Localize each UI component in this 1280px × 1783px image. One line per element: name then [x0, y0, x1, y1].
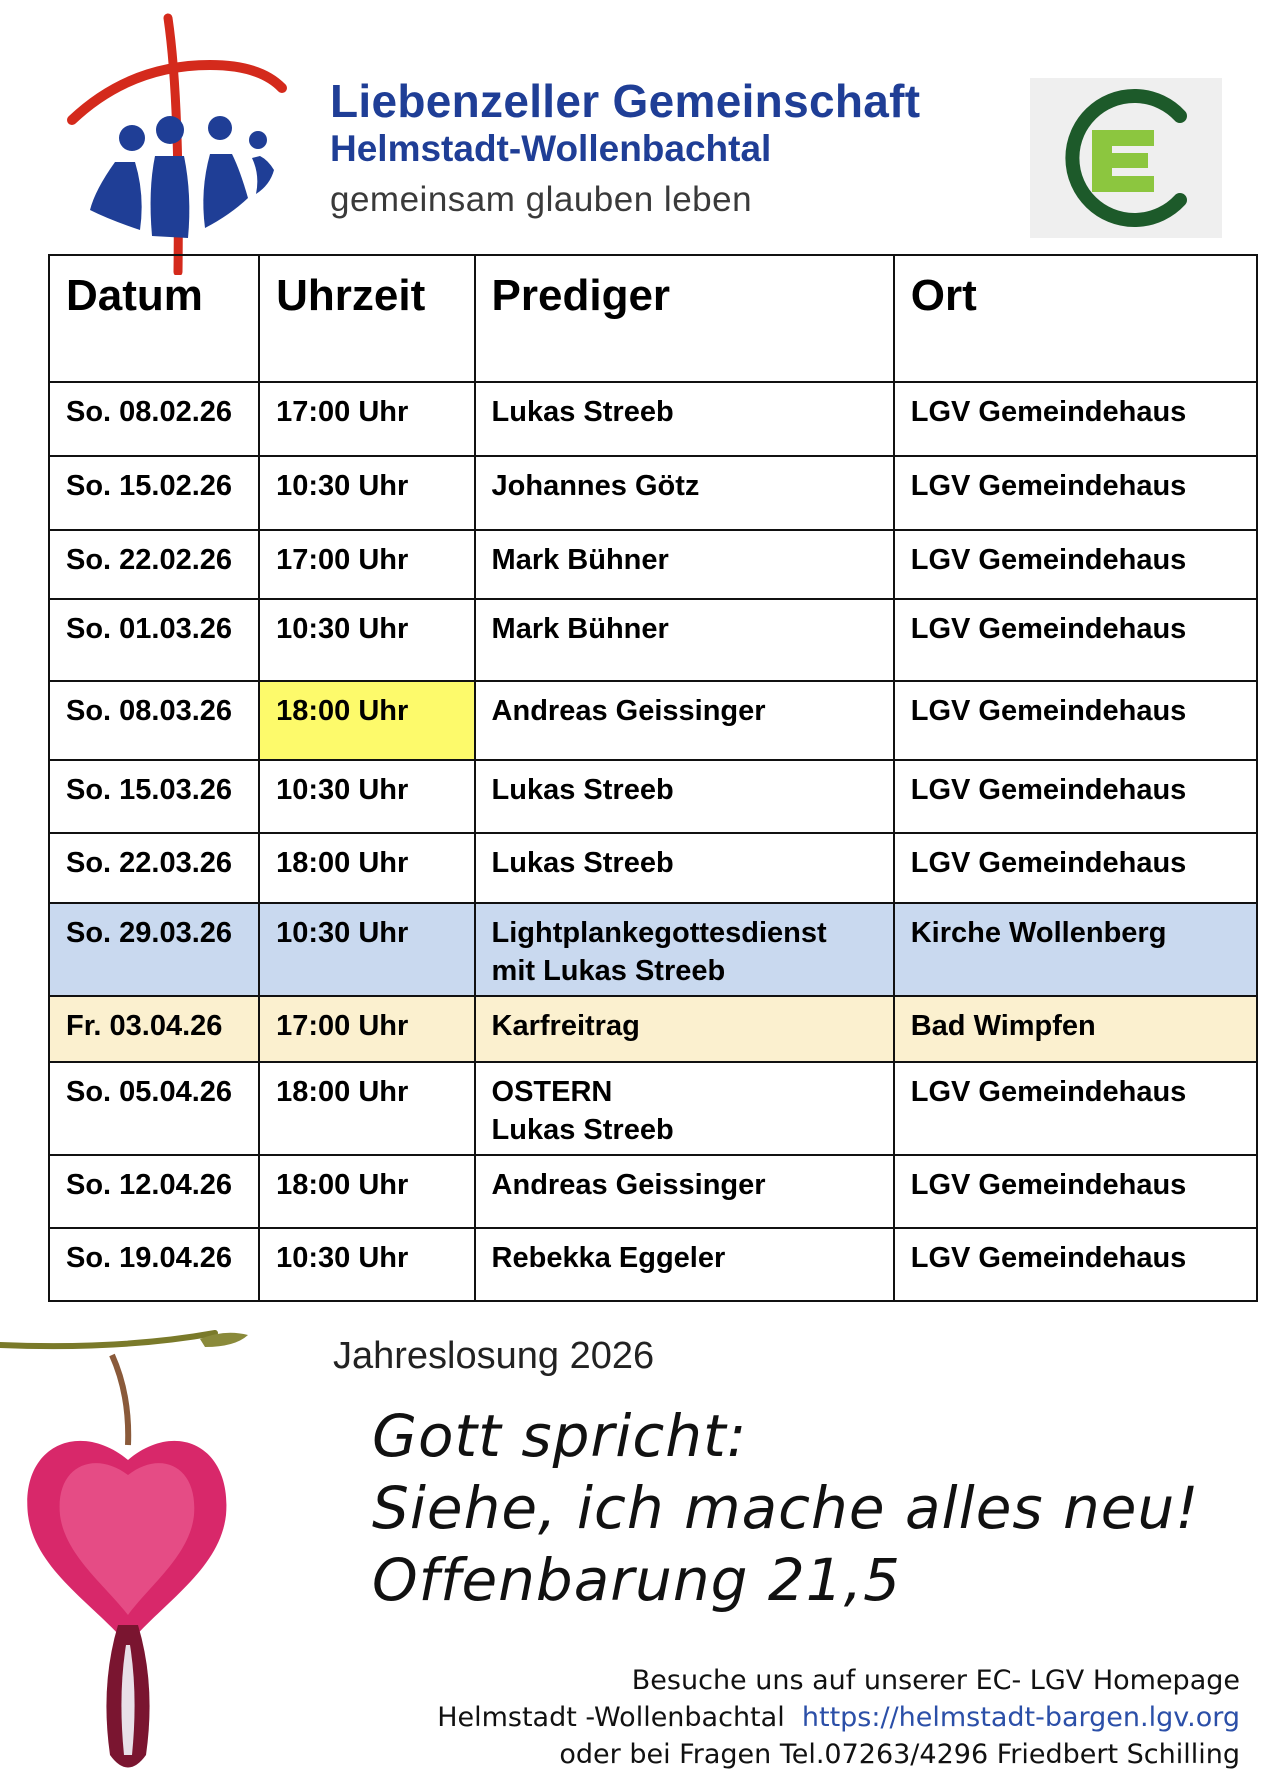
cell-place: LGV Gemeindehaus: [894, 833, 1257, 903]
cell-preacher: Lukas Streeb: [475, 833, 894, 903]
cell-date: So. 08.02.26: [49, 382, 259, 456]
verse-reference: Offenbarung 21,5: [372, 1546, 902, 1614]
preacher-line-2: Lukas Streeb: [491, 1114, 674, 1146]
cell-time: 10:30 Uhr: [259, 1228, 474, 1301]
column-header-preacher: Prediger: [475, 255, 894, 382]
cell-date: So. 22.02.26: [49, 530, 259, 599]
cell-date: So. 15.03.26: [49, 760, 259, 833]
contact-line-1: Besuche uns auf unserer EC- LGV Homepage: [631, 1665, 1240, 1696]
cell-time: 18:00 Uhr: [259, 1062, 474, 1155]
table-row-lightplanke: [49, 903, 1257, 996]
cell-preacher: Lukas Streeb: [475, 382, 894, 456]
table-row: [49, 382, 1257, 456]
contact-line-2: [437, 1699, 1240, 1736]
cell-preacher: Karfreitrag: [475, 996, 894, 1062]
table-row: [49, 681, 1257, 760]
cell-time: 17:00 Uhr: [259, 382, 474, 456]
cell-preacher: Mark Bühner: [475, 599, 894, 681]
contact-line-3: oder bei Fragen Tel.07263/4296 Friedbert Schilling: [559, 1739, 1240, 1770]
cell-preacher: Mark Bühner: [475, 530, 894, 599]
bible-verse: [372, 1400, 1200, 1616]
cell-place: LGV Gemeindehaus: [894, 1062, 1257, 1155]
preacher-line-2: mit Lukas Streeb: [491, 955, 726, 987]
column-header-date: Datum: [49, 255, 259, 382]
cell-preacher: Rebekka Eggeler: [475, 1228, 894, 1301]
cell-time: 18:00 Uhr: [259, 1155, 474, 1228]
cell-place: Bad Wimpfen: [894, 996, 1257, 1062]
cell-place: Kirche Wollenberg: [894, 903, 1257, 996]
verse-line-1: Gott spricht:: [372, 1402, 748, 1470]
cell-time: 18:00 Uhr: [259, 833, 474, 903]
cell-place: LGV Gemeindehaus: [894, 1228, 1257, 1301]
organization-title-block: [330, 75, 1010, 225]
cell-preacher: [475, 903, 894, 996]
verse-line-2: Siehe, ich mache alles neu!: [372, 1474, 1200, 1542]
cell-place: LGV Gemeindehaus: [894, 382, 1257, 456]
cell-time-highlighted: 18:00 Uhr: [259, 681, 474, 760]
service-schedule-table: [48, 254, 1258, 1302]
cell-date: So. 29.03.26: [49, 903, 259, 996]
table-row: [49, 1228, 1257, 1301]
cell-time: 17:00 Uhr: [259, 530, 474, 599]
table-header-row: [49, 255, 1257, 382]
table-row: [49, 1155, 1257, 1228]
preacher-line-1: OSTERN: [491, 1076, 613, 1108]
cross-with-people-icon: [60, 10, 290, 275]
cell-preacher: Andreas Geissinger: [475, 1155, 894, 1228]
cell-place: LGV Gemeindehaus: [894, 681, 1257, 760]
ec-logo-icon: [1030, 78, 1222, 238]
annual-motto-label: Jahreslosung 2026: [333, 1335, 655, 1377]
cell-date: So. 05.04.26: [49, 1062, 259, 1155]
cell-preacher: [475, 1062, 894, 1155]
table-row: [49, 833, 1257, 903]
preacher-line-1: Lightplankegottesdienst: [491, 917, 827, 949]
contact-info: [437, 1662, 1240, 1773]
cell-time: 10:30 Uhr: [259, 456, 474, 530]
cell-time: 10:30 Uhr: [259, 903, 474, 996]
cell-date: So. 08.03.26: [49, 681, 259, 760]
contact-place: Helmstadt -Wollenbachtal: [437, 1702, 785, 1733]
cell-date: So. 15.02.26: [49, 456, 259, 530]
table-row: [49, 760, 1257, 833]
cell-preacher: Lukas Streeb: [475, 760, 894, 833]
table-row: [49, 599, 1257, 681]
cell-time: 10:30 Uhr: [259, 760, 474, 833]
cell-date: So. 01.03.26: [49, 599, 259, 681]
cell-preacher: Johannes Götz: [475, 456, 894, 530]
cell-place: LGV Gemeindehaus: [894, 530, 1257, 599]
cell-place: LGV Gemeindehaus: [894, 1155, 1257, 1228]
organization-slogan: gemeinsam glauben leben: [330, 180, 753, 219]
cell-preacher: Andreas Geissinger: [475, 681, 894, 760]
cell-place: LGV Gemeindehaus: [894, 599, 1257, 681]
column-header-time: Uhrzeit: [259, 255, 474, 382]
cell-date: So. 12.04.26: [49, 1155, 259, 1228]
table-row-good-friday: [49, 996, 1257, 1062]
table-row: [49, 1062, 1257, 1155]
cell-date: Fr. 03.04.26: [49, 996, 259, 1062]
homepage-link[interactable]: https://helmstadt-bargen.lgv.org: [801, 1702, 1240, 1733]
bleeding-heart-flower-icon: [0, 1325, 260, 1780]
column-header-place: Ort: [894, 255, 1257, 382]
table-row: [49, 456, 1257, 530]
cell-place: LGV Gemeindehaus: [894, 456, 1257, 530]
cell-place: LGV Gemeindehaus: [894, 760, 1257, 833]
cell-time: 10:30 Uhr: [259, 599, 474, 681]
cell-date: So. 22.03.26: [49, 833, 259, 903]
cell-date: So. 19.04.26: [49, 1228, 259, 1301]
organization-name: Liebenzeller Gemeinschaft: [330, 75, 921, 127]
table-row: [49, 530, 1257, 599]
organization-place: Helmstadt-Wollenbachtal: [330, 128, 772, 169]
cell-time: 17:00 Uhr: [259, 996, 474, 1062]
